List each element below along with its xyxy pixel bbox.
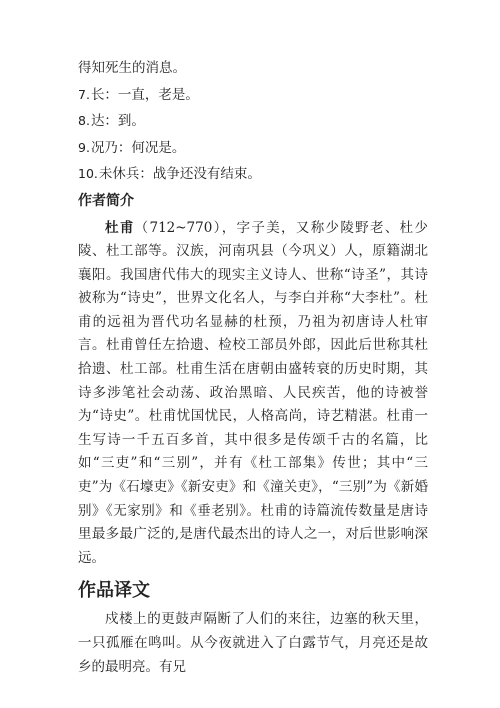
note-number: 9. (78, 139, 90, 155)
translation-section-title: 作品译文 (78, 580, 150, 602)
note-item-10 (78, 164, 428, 184)
note-text: 得知死生的消息。 (78, 60, 186, 76)
document-page (78, 58, 428, 679)
note-number: 8. (78, 113, 90, 128)
note-text: 长：一直，老是。 (90, 86, 199, 103)
note-line-continuation (78, 58, 428, 78)
note-item-7 (78, 85, 428, 105)
note-text: 未休兵：战争还没有结束。 (98, 166, 261, 182)
author-name: 杜甫 (105, 219, 135, 236)
author-intro-paragraph (78, 217, 428, 571)
author-section-title: 作者简介 (78, 192, 134, 209)
note-item-8 (78, 111, 428, 131)
note-number: 7. (78, 86, 90, 102)
note-number: 10. (78, 166, 98, 181)
note-text: 况乃：何况是。 (90, 139, 186, 156)
note-item-9 (78, 138, 428, 158)
translation-paragraph: 戍楼上的更鼓声隔断了人们的来往，边塞的秋天里，一只孤雁在鸣叫。从今夜就进入了白露节气，月亮还是故乡的最明亮。有兄 (78, 611, 428, 675)
note-text: 达：到。 (90, 113, 145, 129)
author-intro-text: （712~770），字子美，又称少陵野老、杜少陵、杜工部等。汉族，河南巩县（今巩义）人，原籍湖北襄阳。我国唐代伟大的现实主义诗人、世称“诗圣”，其诗被称为“诗史”，世界文化名人，与李白并称“大李杜”。杜甫的远祖为晋代功名显赫的杜预，乃祖为初唐诗人杜审言。杜甫曾任左拾遗、检校工部员外郎，因此后世称其杜拾遗、杜工部。杜甫生活在唐朝由盛转衰的历史时期，其诗多涉笔社会动荡、政治黑暗、人民疾苦，他的诗被誉为“诗史”。杜甫忧国忧民，人格高尚，诗艺精湛。杜甫一生写诗一千五百多首，其中很多是传颂千古的名篇，比如“三吏”和“三别”，并有《杜工部集》传世；其中“三吏”为《石壕吏》《新安吏》和《潼关吏》，“三别”为《新婚别》《无家别》和《垂老别》。杜甫的诗篇流传数量是唐诗里最多最广泛的,是唐代最杰出的诗人之一，对后世影响深远。 (78, 219, 428, 566)
